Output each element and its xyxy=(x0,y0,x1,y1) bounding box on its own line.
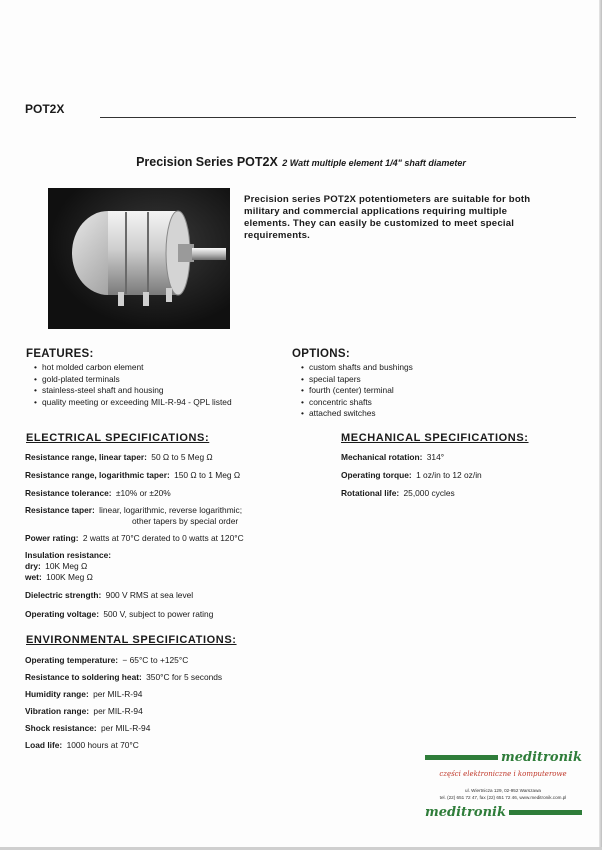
logo-bottom xyxy=(425,805,582,820)
option-item: • attached switches xyxy=(301,408,413,420)
brand-logo: meditronik xyxy=(501,750,582,765)
spec-row: dry: 10K Meg Ω xyxy=(25,561,88,571)
document-id: POT2X xyxy=(25,102,65,116)
option-item: • fourth (center) terminal xyxy=(301,385,413,397)
options-list xyxy=(301,362,413,420)
spec-row: Operating torque: 1 oz/in to 12 oz/in xyxy=(341,470,482,480)
spec-row: Power rating: 2 watts at 70°C derated to 0 watts at 120°C xyxy=(25,533,244,543)
potentiometer-photo xyxy=(48,188,230,329)
option-item: • special tapers xyxy=(301,374,413,386)
environmental-heading: ENVIRONMENTAL SPECIFICATIONS: xyxy=(26,634,237,646)
spec-row: Mechanical rotation: 314° xyxy=(341,452,445,462)
spec-row: Shock resistance: per MIL-R-94 xyxy=(25,723,151,733)
potentiometer-illustration xyxy=(48,188,230,329)
spec-row: Resistance to soldering heat: 350°C for 5 seconds xyxy=(25,672,223,682)
options-heading: OPTIONS: xyxy=(292,348,350,360)
spec-row: Resistance range, logarithmic taper: 150 Ω to 1 Meg Ω xyxy=(25,470,241,480)
brand-tagline: części elektroniczne i komputerowe xyxy=(439,770,567,778)
logo-bar xyxy=(425,755,498,760)
spec-row: Rotational life: 25,000 cycles xyxy=(341,488,455,498)
option-item: • concentric shafts xyxy=(301,397,413,409)
feature-item: • gold-plated terminals xyxy=(34,374,232,386)
spec-row: Humidity range: per MIL-R-94 xyxy=(25,689,143,699)
option-item: • custom shafts and bushings xyxy=(301,362,413,374)
logo-bar xyxy=(509,810,582,815)
spec-row: Operating voltage: 500 V, subject to power rating xyxy=(25,609,214,619)
feature-item: • stainless-steel shaft and housing xyxy=(34,385,232,397)
header-rule xyxy=(100,117,576,118)
spec-row: wet: 100K Meg Ω xyxy=(25,572,93,582)
spec-row: Dielectric strength: 900 V RMS at sea level xyxy=(25,590,194,600)
spec-row: Insulation resistance: xyxy=(25,550,112,560)
logo-top xyxy=(425,750,582,765)
spec-row: Resistance range, linear taper: 50 Ω to 5 Meg Ω xyxy=(25,452,213,462)
spec-row: Load life: 1000 hours at 70°C xyxy=(25,740,139,750)
spec-row: Resistance taper: linear, logarithmic, reverse logarithmic; other tapers by special order xyxy=(25,505,243,526)
feature-item: • hot molded carbon element xyxy=(34,362,232,374)
spec-row: Operating temperature: − 65°C to +125°C xyxy=(25,655,189,665)
page-title xyxy=(0,153,602,171)
distributor-stamp xyxy=(425,748,581,822)
electrical-heading: ELECTRICAL SPECIFICATIONS: xyxy=(26,432,210,444)
title-main: Precision Series POT2X xyxy=(136,155,278,169)
mechanical-heading: MECHANICAL SPECIFICATIONS: xyxy=(341,432,529,444)
features-list xyxy=(34,362,232,408)
address-line: ul. Wiertnicza 129, 02-952 Warszawa xyxy=(465,788,541,793)
brand-logo-bottom: meditronik xyxy=(425,805,506,820)
spec-row: Resistance tolerance: ±10% or ±20% xyxy=(25,488,171,498)
spec-row: Vibration range: per MIL-R-94 xyxy=(25,706,143,716)
features-heading: FEATURES: xyxy=(26,348,94,360)
feature-item: • quality meeting or exceeding MIL-R-94 - QPL listed xyxy=(34,397,232,409)
intro-paragraph: Precision series POT2X potentiometers are suitable for both military and commercial applications requiring multiple elements. They can easily be customized to meet special requirements. xyxy=(244,194,531,241)
title-subtitle: 2 Watt multiple element 1/4" shaft diameter xyxy=(282,158,466,168)
contact-line: tel. (22) 651 72 47, fax (22) 651 72 46, www.meditronik.com.pl xyxy=(439,795,567,800)
